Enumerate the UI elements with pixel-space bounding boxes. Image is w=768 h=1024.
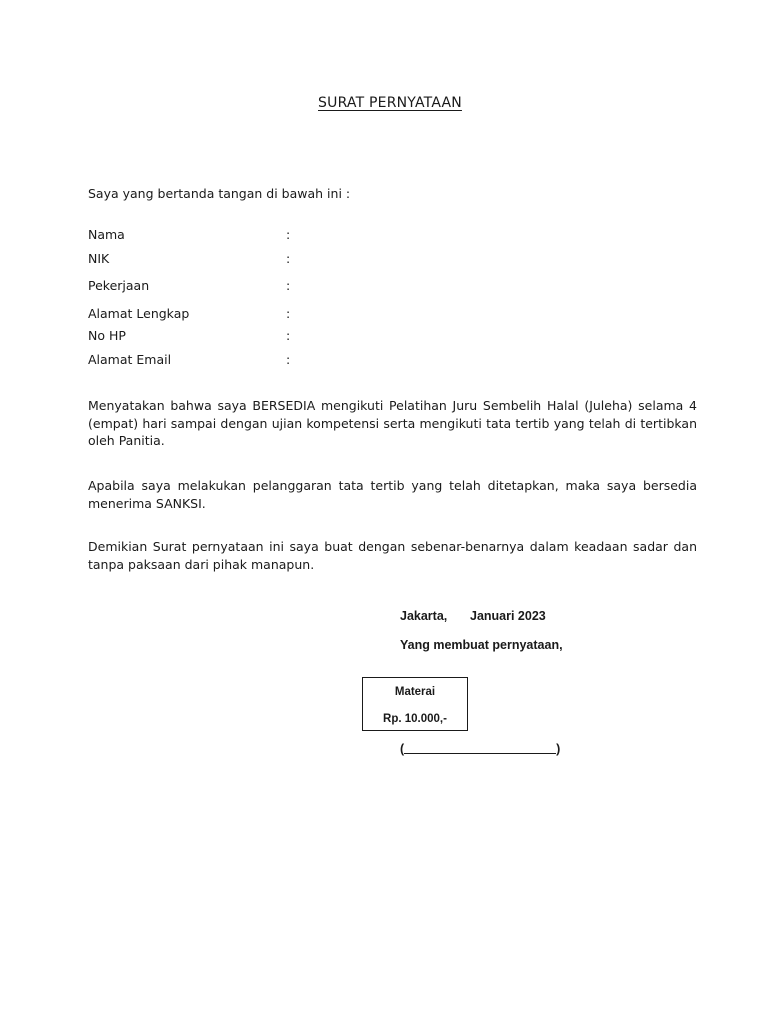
field-row-alamat-email [88,352,488,370]
paragraph-closing: Demikian Surat pernyataan ini saya buat dengan sebenar-benarnya dalam keadaan sadar dan tanpa paksaan dari pihak manapun. [88,539,697,572]
intro-text: Saya yang bertanda tangan di bawah ini : [88,186,351,201]
field-label: Alamat Email [88,352,172,367]
field-row-alamat-lengkap [88,306,488,324]
field-label: Nama [88,227,125,242]
field-row-pekerjaan [88,278,488,296]
signature-place-date [400,609,546,623]
field-label: Alamat Lengkap [88,306,190,321]
document-title [0,95,768,111]
field-label: NIK [88,251,110,266]
field-colon: : [286,251,291,266]
field-row-no-hp [88,328,488,346]
signature-name-line [400,741,560,756]
field-row-nik [88,251,488,269]
field-row-nama [88,227,488,245]
stamp-box [362,677,468,731]
field-colon: : [286,352,291,367]
signature-paren-open: ( [400,742,405,756]
stamp-value: Rp. 10.000,- [383,713,447,725]
signature-date: Januari 2023 [470,609,546,623]
signature-maker-label: Yang membuat pernyataan, [400,638,563,652]
paragraph-sanction: Apabila saya melakukan pelanggaran tata tertib yang telah ditetapkan, maka saya bersedia menerima SANKSI. [88,478,697,511]
paragraph-statement: Menyatakan bahwa saya BERSEDIA mengikuti Pelatihan Juru Sembelih Halal (Juleha) selama 4 (empat) hari sampai dengan ujian kompetensi serta mengikuti tata tertib yang telah di tertibkan oleh Panitia. [88,398,697,448]
field-label: No HP [88,328,126,343]
document-title-text: SURAT PERNYATAAN [318,95,462,111]
signature-city: Jakarta, [400,609,448,623]
stamp-label: Materai [394,686,436,698]
field-colon: : [286,328,291,343]
signature-paren-close: ) [556,742,561,756]
field-label: Pekerjaan [88,278,150,293]
field-colon: : [286,278,291,293]
field-colon: : [286,227,291,242]
signature-blank [404,741,556,754]
field-colon: : [286,306,291,321]
